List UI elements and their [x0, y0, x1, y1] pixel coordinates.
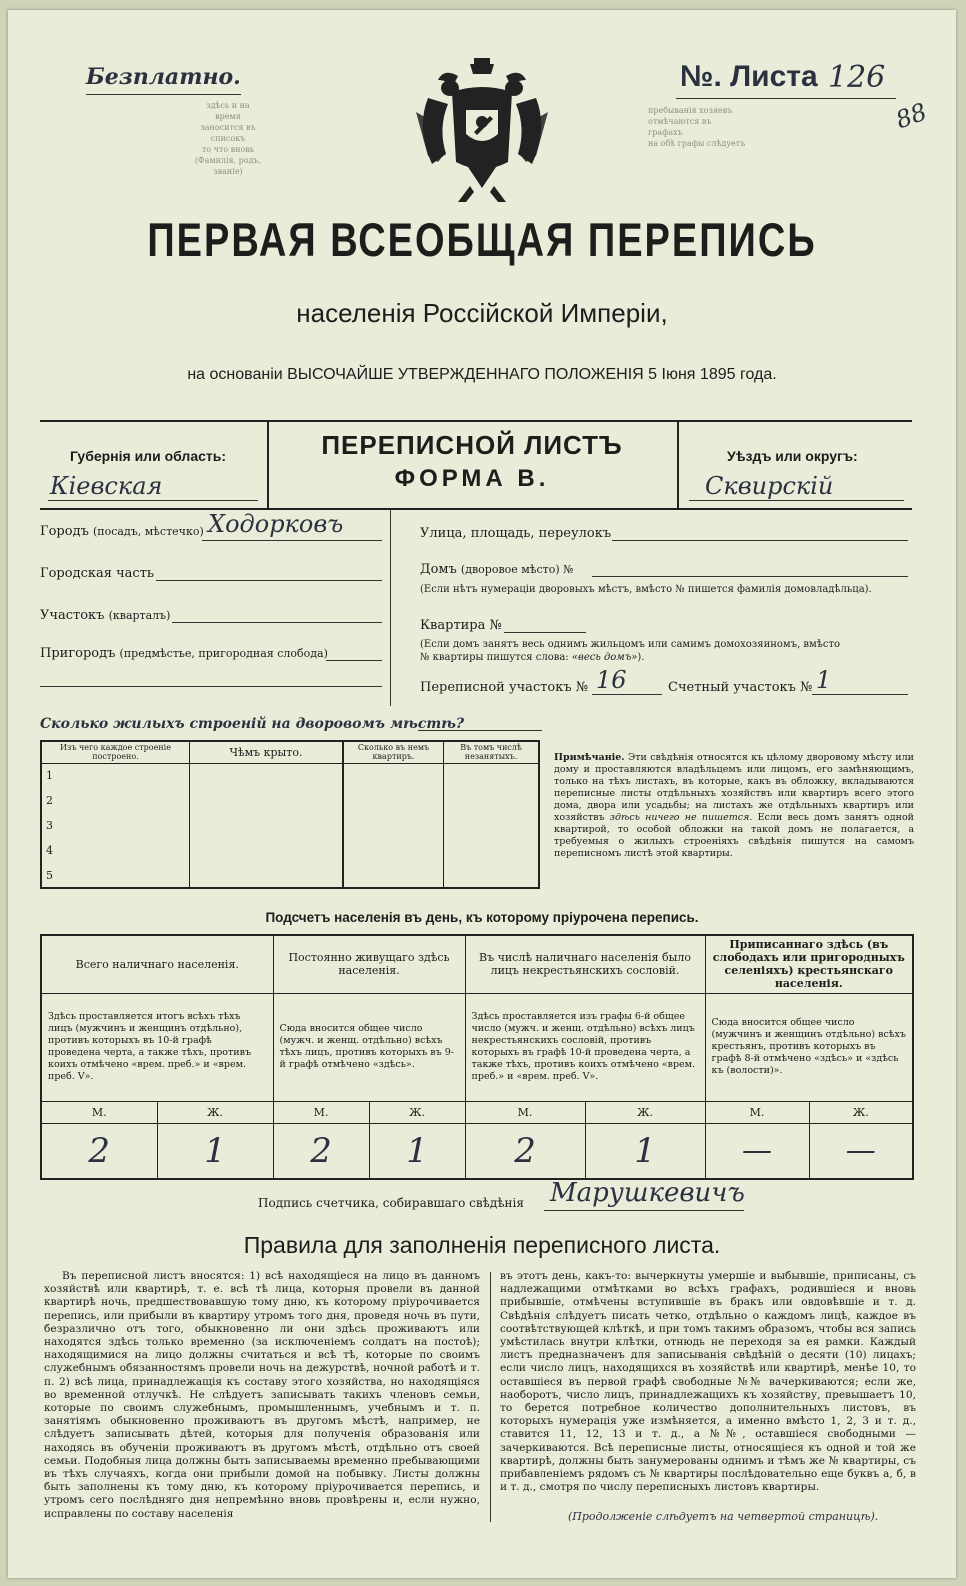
gubernia-line	[48, 500, 258, 501]
uchastok-line	[172, 622, 382, 623]
form-name: ФОРМА В.	[394, 465, 550, 492]
sheet-title: ПЕРЕПИСНОЙ ЛИСТЪ	[321, 430, 623, 460]
rules-continued: (Продолженіе слѣдуетъ на четвертой страницѣ).	[568, 1510, 879, 1523]
address-divider	[390, 510, 392, 706]
city-value: Ходорковъ	[208, 510, 344, 538]
count-value-male: 2	[273, 1123, 369, 1179]
corner-page-number: 88	[892, 97, 931, 135]
rules-divider	[490, 1272, 492, 1522]
count-heading: Подсчетъ населенія въ день, къ которому пріурочена перепись.	[265, 910, 699, 925]
uezd-line	[689, 500, 904, 501]
city-line	[202, 540, 382, 541]
count-value-female: —	[809, 1123, 913, 1179]
apartment-label: Квартира №	[420, 618, 502, 633]
count-group-desc: Здѣсь проставляется итогъ всѣхъ тѣхъ лицъ (мужчинъ и женщинъ отдѣльно), противъ которыхъ въ 10-й графѣ проведена черта, а также тѣхъ, противъ коихъ отмѣчено «врем. преб.» и «врем. преб. V».	[41, 993, 273, 1101]
city-part-line	[156, 580, 382, 581]
street-label: Улица, площадь, переулокъ	[420, 526, 612, 541]
gubernia-value: Кіевская	[50, 472, 163, 500]
female-label: Ж.	[809, 1101, 913, 1123]
male-label: М.	[41, 1101, 157, 1123]
suburb-label: Пригородъ	[40, 646, 116, 661]
buildings-question-line	[418, 730, 542, 731]
double-headed-eagle-icon	[408, 52, 556, 212]
house-line	[592, 576, 908, 577]
count-group-head: Въ числѣ наличнаго населенія было лицъ некрестьянскихъ сословій.	[465, 935, 705, 993]
census-subtitle: населенія Россійской Имперіи,	[296, 298, 668, 328]
suburb-line	[326, 660, 382, 661]
count-group-desc: Здѣсь проставляется изъ графы 6-й общее число (мужч. и женщ. отдѣльно) всѣхъ лицъ некрестьянскихъ сословій, противъ которыхъ въ графѣ 10-й проведена черта, а также тѣхъ, противъ коихъ отмѣчено «врем. преб.» и «врем. преб. V».	[465, 993, 705, 1101]
uchastok-row	[40, 608, 170, 623]
city-label: Городъ	[40, 524, 89, 539]
rules-column-2: въ этотъ день, какъ-то: вычеркнуты умершіе и выбывшіе, приписаны, съ надлежащими отмѣтками во всѣхъ графахъ, родившіеся и вновь прибывшіе, отмѣчены вступившіе въ бракъ или овдовѣвшіе и т. д. Свѣдѣнія слѣдуетъ писать четко, отдѣльно о каждомъ лицѣ, каждое въ соотвѣтствующей клѣткѣ, и при томъ такимъ образомъ, чтобы вся запись умѣстилась внутри клѣтки, отнюдь не переходя за ея рамки. Каждый листъ предназначенъ для записыванія свѣдѣній о десяти (10) лицахъ; если число лицъ, находящихся въ хозяйствѣ или квартирѣ, менѣе 10, то оставшіеся въ первой графѣ свободные №№ вачеркиваются; если же, наоборотъ, число лицъ, принадлежащихъ къ хозяйству, превышаетъ 10, то берется потребное количество дополнительныхъ листовъ, въ которыхъ нумерація уже измѣняется, а именно вмѣсто 1, 2, 3 и т. д., ставится 11, 12, 13 и т. д., а №№, оставшіеся свободными — зачеркиваются. Всѣ переписные листы, относящіеся къ одной и той же квартирѣ, должны быть занумерованы однимъ и тѣмъ же № квартиры, съ прибавленіемъ рядомъ съ № квартиры послѣдовательно еще буквъ а, б, в и т. д., смотря по числу переписныхъ листовъ квартиры.	[500, 1270, 916, 1494]
col-vacant: Въ томъ числѣ незанятыхъ.	[444, 741, 540, 763]
male-label: М.	[705, 1101, 809, 1123]
table-row: 1	[41, 763, 539, 788]
col-apartments: Сколько въ немъ квартиръ.	[343, 741, 444, 763]
city-part-label: Городская часть	[40, 566, 154, 581]
sheet-number-label: №. Листа	[680, 60, 818, 93]
census-sheet	[8, 10, 956, 1578]
signature-label: Подпись счетчика, собиравшаго свѣдѣнія	[258, 1196, 524, 1210]
census-district-line	[592, 694, 662, 695]
count-value-female: 1	[369, 1123, 465, 1179]
count-value-female: 1	[157, 1123, 273, 1179]
faded-left-text: здѣсь и на время заносится въ списокъ то что вновь (Фамилія, родъ, званіе)	[194, 101, 262, 176]
count-value-male: —	[705, 1123, 809, 1179]
note-head: Примѣчаніе.	[554, 752, 625, 763]
free-underline	[86, 94, 241, 95]
count-group-desc: Сюда вносится общее число (мужч. и женщ. отдѣльно) всѣхъ тѣхъ лицъ, противъ которыхъ въ 9-й графѣ отмѣчено «здѣсь».	[273, 993, 465, 1101]
table-row: 3	[41, 813, 539, 838]
count-group-head: Всего наличнаго населенія.	[41, 935, 273, 993]
uezd-label: Уѣздъ или округъ:	[727, 448, 858, 464]
sheet-number-underline	[676, 98, 896, 99]
rules-column-1: Въ переписной листъ вносятся: 1) всѣ находящіеся на лицо въ данномъ хозяйствѣ или квартирѣ, т. е. всѣ тѣ лица, которыя провели въ данной квартирѣ ночь, предшествовавшую тому дню, къ которому пріурочивается перепись, или прибыли въ квартиру утромъ того дня, проведя ночь въ пути, безразлично отъ того, обыкновенно ли они здѣсь проживаютъ или находятся здѣсь только временно (за исключеніемъ солдатъ на постоѣ); находящимися на лицо должны считаться и всѣ тѣ, которые по своимъ служебнымъ обязанностямъ провели ночь на дежурствѣ, ночной работѣ и т. п. 2) всѣ лица, принадлежащія къ составу этого хозяйства, но находящіяся во временной отлучкѣ. Не слѣдуетъ записывать такихъ членовъ семьи, которые по своимъ служебнымъ, промышленнымъ, учебнымъ и т. п. занятіямъ обыкновенно проживаютъ въ другомъ мѣстѣ, например, не слѣдуетъ записывать дѣтей, которыя для полученія образованія или находясь въ обученіи проживаютъ въ другомъ мѣстѣ, отдѣльно отъ своей семьи. Подобныя лица должны быть записываемы временно пребывающими въ тѣхъ случаяхъ, когда они прибыли домой на побывку. Листы должны быть заполнены къ тому дню, къ которому пріурочивается перепись, и утромъ сего послѣдняго дня непремѣнно вновь провѣрены и, если нужно, исправлены по составу населенія	[44, 1270, 480, 1520]
city-row	[40, 524, 204, 539]
male-label: М.	[465, 1101, 585, 1123]
suburb-row	[40, 646, 328, 661]
suburb-line-2	[40, 686, 382, 687]
table-row: 2	[41, 788, 539, 813]
sheet-title-cell	[267, 422, 677, 508]
gubernia-cell	[40, 422, 269, 508]
street-line	[612, 540, 908, 541]
free-label: Безплатно.	[86, 64, 241, 90]
buildings-question: Сколько жилыхъ строеній на дворовомъ мѣстѣ?	[40, 716, 465, 732]
census-district-label: Переписной участокъ №	[420, 680, 589, 695]
rules-title: Правила для заполненія переписного листа.	[243, 1232, 721, 1258]
table-row: 4	[41, 838, 539, 863]
faded-right-text: пребыванія хозяевъ отмѣчаются въ графахъ на обѣ графы слѣдуетъ	[648, 106, 746, 148]
count-table	[40, 934, 914, 1180]
house-hint: (дворовое мѣсто) №	[460, 563, 574, 576]
counting-district-value: 1	[816, 666, 832, 694]
gubernia-label: Губернія или область:	[70, 448, 227, 464]
house-note: (Если нѣтъ нумераціи дворовыхъ мѣстъ, вмѣсто № пишется фамилія домовладѣльца).	[420, 584, 872, 595]
signature-value: Марушкевичъ	[550, 1178, 745, 1208]
male-label: М.	[273, 1101, 369, 1123]
count-value-male: 2	[41, 1123, 157, 1179]
uchastok-label: Участокъ	[40, 608, 105, 623]
house-label: Домъ	[420, 562, 457, 577]
census-main-title: ПЕРВАЯ ВСЕОБЩАЯ ПЕРЕПИСЬ	[147, 214, 817, 268]
form-header-box	[40, 420, 912, 510]
table-row: 5	[41, 863, 539, 888]
count-value-male: 2	[465, 1123, 585, 1179]
count-group-head: Приписаннаго здѣсь (въ слободахъ или пригородныхъ селеніяхъ) крестьянскаго населенія.	[705, 935, 913, 993]
counting-district-label: Счетный участокъ №	[668, 680, 813, 695]
apartment-note: (Если домъ занятъ весь однимъ жильцомъ или самимъ домохозяиномъ, вмѣсто № квартиры пишутся слова: «весь домъ»).	[420, 639, 841, 663]
count-group-desc: Сюда вносится общее число (мужчинъ и женщинъ отдѣльно) всѣхъ крестьянъ, противъ которыхъ въ графѣ 8-й отмѣчено «здѣсь» и «здѣсь къ (волости)».	[705, 993, 913, 1101]
count-group-head: Постоянно живущаго здѣсь населенія.	[273, 935, 465, 993]
col-material: Изъ чего каждое строеніе построено.	[41, 741, 190, 763]
uezd-cell	[677, 422, 914, 508]
uchastok-hint: (кварталъ)	[108, 609, 171, 622]
note-block: Примѣчаніе. Эти свѣдѣнія относятся къ цѣлому дворовому мѣсту или дому и проставляются владѣльцемъ или лицомъ, его замѣняющимъ, только на тѣхъ листахъ, въ которые, какъ въ обложку, вкладываются переписные листы отдѣльныхъ хозяйствъ или квартиръ всего этого дома, двора или усадьбы; на листахъ же отдѣльныхъ квартиръ или хозяйствъ здѣсь ничего не пишется. Если весь домъ занятъ одной квартирой, то особой обложки на такой домъ не полагается, а требуемыя о жилыхъ строеніяхъ свѣдѣнія пишутся на самомъ переписномъ листѣ этой квартиры.	[554, 752, 914, 859]
female-label: Ж.	[369, 1101, 465, 1123]
buildings-table	[40, 740, 540, 889]
city-hint: (посадъ, мѣстечко)	[93, 525, 204, 538]
house-row	[420, 562, 574, 577]
female-label: Ж.	[585, 1101, 705, 1123]
apartment-line	[504, 632, 586, 633]
census-district-value: 16	[596, 666, 627, 694]
female-label: Ж.	[157, 1101, 273, 1123]
count-value-female: 1	[585, 1123, 705, 1179]
signature-line	[544, 1210, 744, 1211]
census-basis: на основаніи ВЫСОЧАЙШЕ УТВЕРЖДЕННАГО ПОЛОЖЕНІЯ 5 Іюня 1895 года.	[187, 366, 777, 383]
suburb-hint: (предмѣстье, пригородная слобода)	[119, 647, 328, 660]
counting-district-line	[812, 694, 908, 695]
col-roof: Чѣмъ крыто.	[190, 741, 344, 763]
uezd-value: Сквирскій	[705, 472, 834, 500]
sheet-number-value: 126	[828, 60, 886, 95]
